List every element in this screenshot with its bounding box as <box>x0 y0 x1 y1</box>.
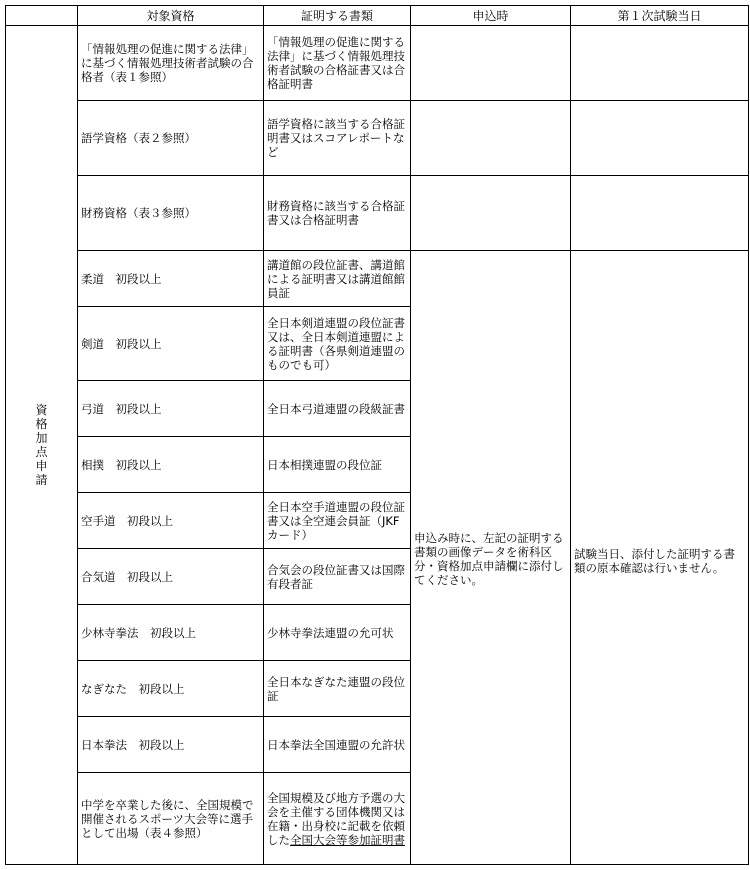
application-note-text: 申込み時に、左記の証明する書類の画像データを術科区分・資格加点申請欄に添付してください。 <box>414 531 564 587</box>
document-cell: 財務資格に該当する合格証書又は合格証明書 <box>264 176 411 251</box>
qualification-cell: 語学資格（表２参照） <box>78 101 264 176</box>
application-cell-empty <box>411 101 571 176</box>
document-cell: 語学資格に該当する合格証明書又はスコアレポートなど <box>264 101 411 176</box>
header-document: 証明する書類 <box>264 6 411 26</box>
qualification-cell: 空手道 初段以上 <box>78 493 264 549</box>
qualification-cell: 少林寺拳法 初段以上 <box>78 605 264 661</box>
document-cell: 講道館の段位証書、講道館による証明書又は講道館館員証 <box>264 251 411 307</box>
header-application: 申込時 <box>411 6 571 26</box>
application-note <box>411 251 571 865</box>
qualification-cell: 日本拳法 初段以上 <box>78 717 264 773</box>
header-row <box>6 6 749 26</box>
qualification-cell: 財務資格（表３参照） <box>78 176 264 251</box>
qualification-cell: なぎなた 初段以上 <box>78 661 264 717</box>
qualification-cell: 相撲 初段以上 <box>78 437 264 493</box>
qualification-cell: 柔道 初段以上 <box>78 251 264 307</box>
exam-day-note <box>571 251 749 865</box>
exam-day-cell-empty <box>571 176 749 251</box>
category-label: 資格加点申請 <box>35 403 48 487</box>
table-row <box>6 101 749 176</box>
qualification-cell: 剣道 初段以上 <box>78 307 264 381</box>
application-cell-empty <box>411 176 571 251</box>
document-cell: 全日本剣道連盟の段位証書又は、全日本剣道連盟による証明書（各県剣道連盟のものでも可） <box>264 307 411 381</box>
exam-day-note-text: 試験当日、添付した証明する書類の原本確認は行いません。 <box>574 547 735 575</box>
table-row <box>6 176 749 251</box>
qualification-points-table <box>5 5 749 865</box>
document-cell: 少林寺拳法連盟の允可状 <box>264 605 411 661</box>
document-cell: 全日本弓道連盟の段級証書 <box>264 381 411 437</box>
document-cell: 日本相撲連盟の段位証 <box>264 437 411 493</box>
header-qualification: 対象資格 <box>78 6 264 26</box>
qualification-cell: 「情報処理の促進に関する法律」に基づく情報処理技術者試験の合格者（表１参照） <box>78 26 264 101</box>
exam-day-cell-empty <box>571 101 749 176</box>
document-cell: 「情報処理の促進に関する法律」に基づく情報処理技術者試験の合格証書又は合格証明書 <box>264 26 411 101</box>
application-cell-empty <box>411 26 571 101</box>
document-cell: 合気会の段位証書又は国際有段者証 <box>264 549 411 605</box>
qualification-cell: 合気道 初段以上 <box>78 549 264 605</box>
header-exam-day: 第１次試験当日 <box>571 6 749 26</box>
qualification-cell: 弓道 初段以上 <box>78 381 264 437</box>
qualification-cell: 中学を卒業した後に、全国規模で開催されるスポーツ大会等に選手として出場（表４参照） <box>78 773 264 865</box>
table-row <box>6 26 749 101</box>
category-label-cell <box>6 26 78 865</box>
exam-day-cell-empty <box>571 26 749 101</box>
document-cell: 全日本空手道連盟の段位証書又は全空連会員証（JKFカード） <box>264 493 411 549</box>
participation-certificate-text: 全国大会等参加証明書 <box>290 832 405 847</box>
table-row <box>6 251 749 307</box>
header-category-blank <box>6 6 78 26</box>
document-cell: 日本拳法全国連盟の允許状 <box>264 717 411 773</box>
document-text: 全国規模及び地方予選の大会を主催する団体機関又は在籍・出身校に記載を依頼した <box>267 790 405 847</box>
document-cell: 全日本なぎなた連盟の段位証 <box>264 661 411 717</box>
document-cell <box>264 773 411 865</box>
